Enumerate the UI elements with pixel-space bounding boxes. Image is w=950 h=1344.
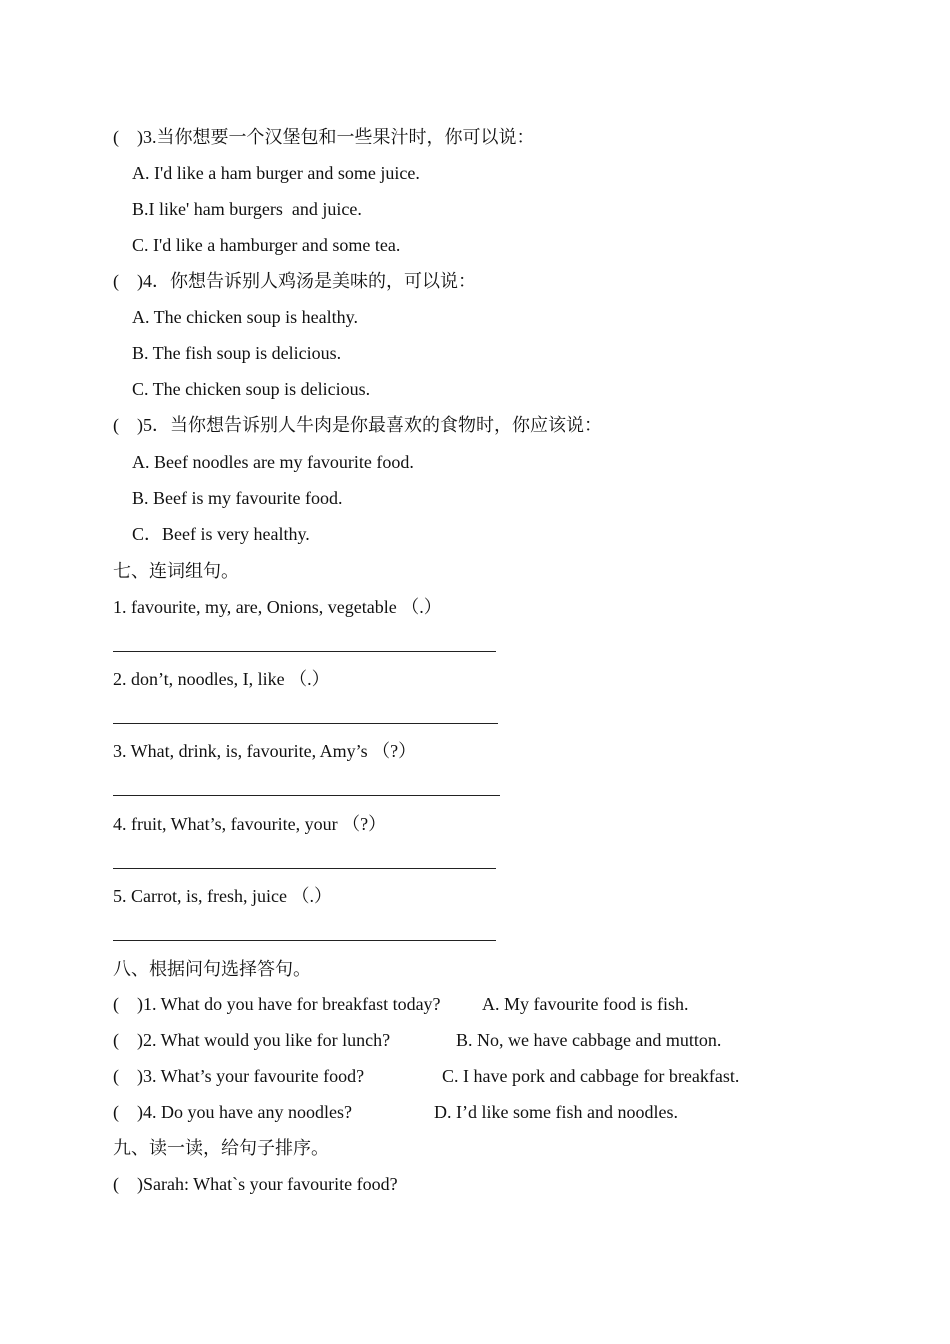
match-answer-b: B. No, we have cabbage and mutton. xyxy=(456,1030,722,1050)
question-3-option-a: A. I'd like a ham burger and some juice. xyxy=(132,163,420,183)
reorder-item-4: 4. fruit, What’s, favourite, your （?） xyxy=(113,814,387,834)
match-question-3: ( )3. What’s your favourite food? xyxy=(113,1066,365,1086)
answer-line-3[interactable] xyxy=(113,795,500,796)
question-5-option-b: B. Beef is my favourite food. xyxy=(132,488,343,508)
reorder-item-5: 5. Carrot, is, fresh, juice （.） xyxy=(113,886,332,906)
reorder-item-2: 2. don’t, noodles, I, like （.） xyxy=(113,669,330,689)
section-7-title: 七、连词组句。 xyxy=(113,561,239,581)
match-answer-a: A. My favourite food is fish. xyxy=(482,994,689,1014)
reorder-item-3: 3. What, drink, is, favourite, Amy’s （?） xyxy=(113,741,417,761)
match-question-4: ( )4. Do you have any noodles? xyxy=(113,1102,352,1122)
match-answer-c: C. I have pork and cabbage for breakfast. xyxy=(442,1066,740,1086)
question-4-option-b: B. The fish soup is delicious. xyxy=(132,343,342,363)
answer-line-4[interactable] xyxy=(113,868,496,869)
answer-line-1[interactable] xyxy=(113,651,496,652)
question-3-stem: ( )3.当你想要一个汉堡包和一些果汁时，你可以说： xyxy=(113,127,535,147)
question-3-option-c: C. I'd like a hamburger and some tea. xyxy=(132,235,401,255)
match-question-2: ( )2. What would you like for lunch? xyxy=(113,1030,391,1050)
question-5-option-c: C．Beef is very healthy. xyxy=(132,524,310,544)
reorder-item-1: 1. favourite, my, are, Onions, vegetable （.） xyxy=(113,597,442,617)
answer-line-5[interactable] xyxy=(113,940,496,941)
question-5-option-a: A. Beef noodles are my favourite food. xyxy=(132,452,414,472)
section-9-title: 九、读一读，给句子排序。 xyxy=(113,1138,329,1158)
question-4-stem: ( )4．你想告诉别人鸡汤是美味的，可以说： xyxy=(113,271,476,291)
match-answer-d: D. I’d like some fish and noodles. xyxy=(434,1102,678,1122)
ordering-item-1: ( )Sarah: What`s your favourite food? xyxy=(113,1174,398,1194)
answer-line-2[interactable] xyxy=(113,723,498,724)
question-4-option-a: A. The chicken soup is healthy. xyxy=(132,307,358,327)
match-question-1: ( )1. What do you have for breakfast today? xyxy=(113,994,441,1014)
question-4-option-c: C. The chicken soup is delicious. xyxy=(132,379,371,399)
question-5-stem: ( )5．当你想告诉别人牛肉是你最喜欢的食物时，你应该说： xyxy=(113,415,602,435)
section-8-title: 八、根据问句选择答句。 xyxy=(113,959,311,979)
question-3-option-b: B.I like' ham burgers and juice. xyxy=(132,199,362,219)
